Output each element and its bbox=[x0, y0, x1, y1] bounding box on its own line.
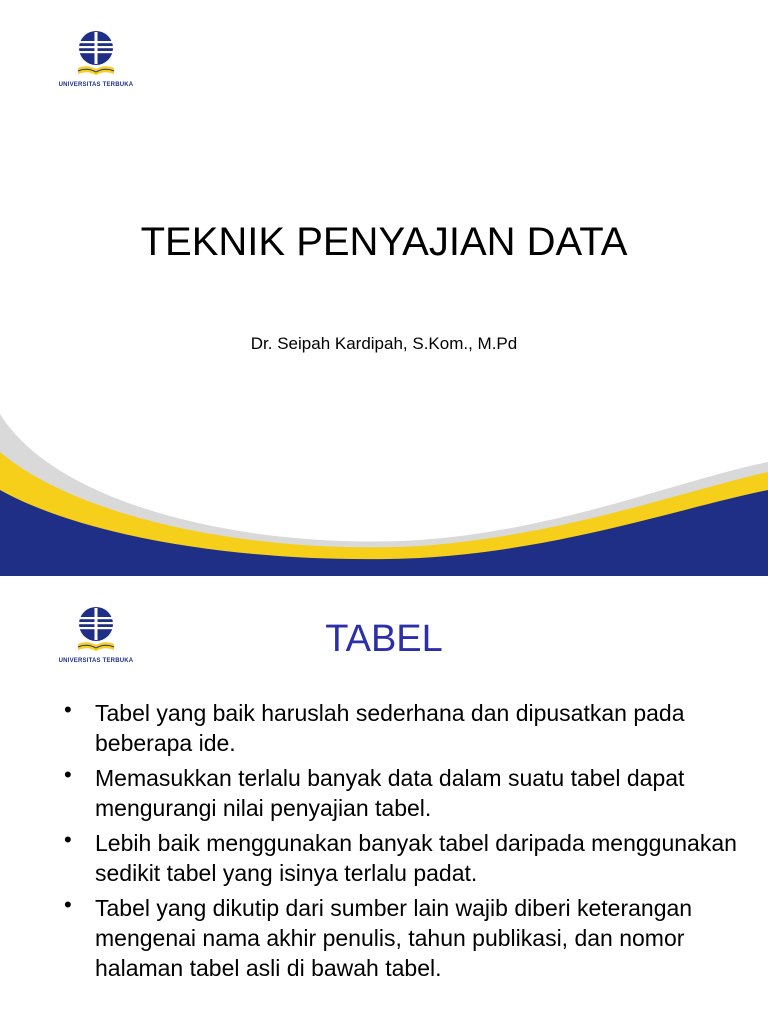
bullet-item bbox=[62, 893, 752, 983]
bullet-text: Tabel yang baik haruslah sederhana dan dipusatkan pada beberapa ide. bbox=[95, 700, 685, 756]
section-title: TABEL bbox=[325, 618, 443, 660]
bullet-icon: • bbox=[64, 762, 72, 787]
bullet-item bbox=[62, 698, 752, 758]
decorative-wave bbox=[0, 400, 768, 576]
bullet-icon: • bbox=[64, 892, 72, 917]
author-name: Dr. Seipah Kardipah, S.Kom., M.Pd bbox=[250, 334, 518, 353]
bullet-icon: • bbox=[64, 827, 72, 852]
bullet-item bbox=[62, 828, 752, 888]
university-emblem-icon bbox=[74, 30, 118, 80]
bullet-text: Tabel yang dikutip dari sumber lain wajib diberi keterangan mengenai nama akhir penulis, tahun publikasi, dan nomor halaman tabel asli di bawah tabel. bbox=[95, 895, 693, 981]
university-logo bbox=[54, 30, 138, 88]
bullet-text: Lebih baik menggunakan banyak tabel daripada menggunakan sedikit tabel yang isinya terlalu padat. bbox=[95, 830, 737, 886]
bullet-text: Memasukkan terlalu banyak data dalam suatu tabel dapat mengurangi nilai penyajian tabel. bbox=[95, 765, 685, 821]
presentation-title: TEKNIK PENYAJIAN DATA bbox=[140, 220, 628, 264]
logo-text: UNIVERSITAS TERBUKA bbox=[58, 658, 134, 664]
slide-tabel bbox=[0, 578, 768, 1024]
bullet-icon: • bbox=[64, 697, 72, 722]
bullet-item bbox=[62, 763, 752, 823]
bullet-list bbox=[62, 698, 752, 988]
logo-text: UNIVERSITAS TERBUKA bbox=[58, 82, 134, 88]
